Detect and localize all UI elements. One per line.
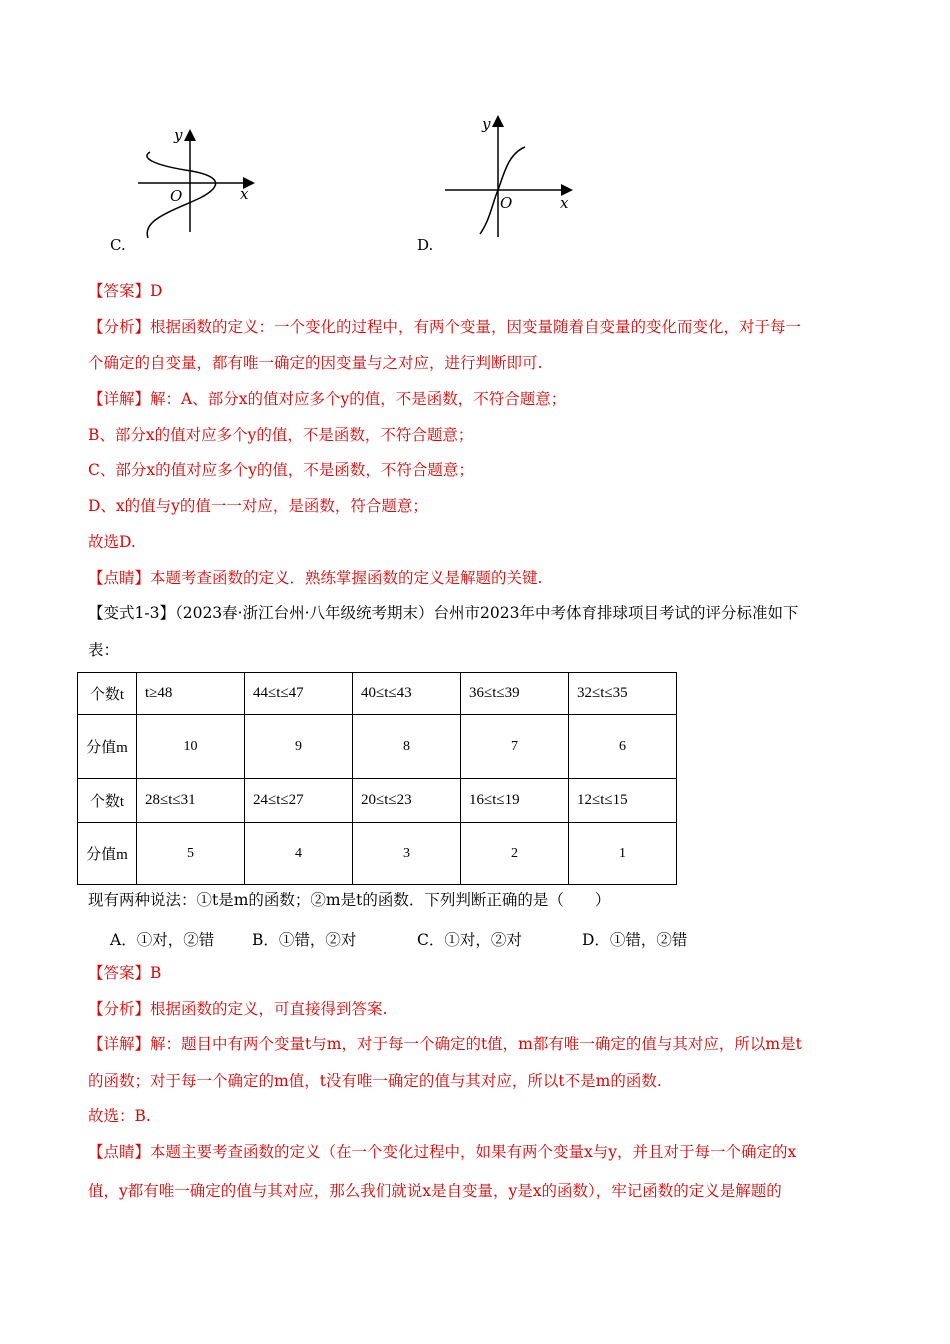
score-cell: 6: [569, 715, 677, 779]
q2-stem: 现有两种说法：①t是m的函数；②m是t的函数．下列判断正确的是（ ）: [88, 891, 611, 909]
score-cell: 3: [353, 823, 461, 885]
range-cell: 44≤t≤47: [245, 673, 353, 715]
q2-option-d: D．①错，②错: [582, 931, 688, 949]
axis-x-label: x: [560, 194, 569, 212]
q1-detail-b: B、部分x的值对应多个y的值，不是函数，不符合题意；: [88, 426, 474, 444]
q1-detail-c: C、部分x的值对应多个y的值，不是函数，不符合题意；: [88, 461, 474, 479]
axis-y-label: y: [482, 115, 491, 133]
range-cell: 12≤t≤15: [569, 779, 677, 823]
q2-title-1: [88, 603, 798, 623]
comment-tag: 【点睛】: [88, 569, 151, 587]
analysis-text: 根据函数的定义：一个变化的过程中，有两个变量，因变量随着自变量的变化而变化，对于每一: [150, 318, 802, 336]
q1-detail-d: D、x的值与y的值一一对应，是函数，符合题意；: [88, 497, 428, 515]
variant-tag: 【变式1-3】: [88, 604, 175, 622]
q1-detail-a: [88, 389, 566, 409]
range-cell: 32≤t≤35: [569, 673, 677, 715]
row-label-score: 分值m: [78, 715, 137, 779]
table-row: [78, 673, 677, 715]
analysis-text: 根据函数的定义，可直接得到答案.: [150, 1000, 388, 1018]
table-row: [78, 779, 677, 823]
axis-x-label: x: [240, 185, 249, 203]
range-cell: 20≤t≤23: [353, 779, 461, 823]
q2-comment-2: 值，y都有唯一确定的值与其对应，那么我们就说x是自变量，y是x的函数），牢记函数的定义是解题的: [88, 1182, 782, 1200]
score-cell: 1: [569, 823, 677, 885]
q1-choose: 故选D.: [88, 533, 136, 551]
row-label-score: 分值m: [78, 823, 137, 885]
graph-d: [440, 112, 580, 242]
range-cell: 36≤t≤39: [461, 673, 569, 715]
range-cell: 16≤t≤19: [461, 779, 569, 823]
q2-option-b: B．①错，②对: [252, 931, 357, 949]
q1-analysis-2: 个确定的自变量，都有唯一确定的因变量与之对应，进行判断即可.: [88, 354, 543, 372]
origin-label: O: [500, 194, 513, 212]
comment-tag: 【点睛】: [88, 1143, 151, 1161]
variant-title: （2023春·浙江台州·八年级统考期末）台州市2023年中考体育排球项目考试的评分标准如下: [174, 604, 799, 622]
comment-text: 本题主要考查函数的定义（在一个变化过程中，如果有两个变量x与y，并且对于每一个确定的x: [150, 1143, 797, 1161]
q2-detail-2: 的函数；对于每一个确定的m值，t没有唯一确定的值与其对应，所以t不是m的函数.: [88, 1072, 662, 1090]
row-label-count: 个数t: [78, 779, 137, 823]
comment-text: 本题考查函数的定义．熟练掌握函数的定义是解题的关键.: [150, 569, 543, 587]
score-cell: 10: [137, 715, 245, 779]
row-label-count: 个数t: [78, 673, 137, 715]
q1-analysis-1: [88, 317, 801, 337]
range-cell: 40≤t≤43: [353, 673, 461, 715]
q2-choose: 故选：B.: [88, 1107, 151, 1125]
q2-answer: 【答案】B: [88, 964, 162, 982]
score-cell: 4: [245, 823, 353, 885]
range-cell: t≥48: [137, 673, 245, 715]
option-c-label: C.: [110, 236, 126, 254]
q2-comment-1: [88, 1142, 796, 1162]
q1-comment: [88, 568, 542, 588]
axis-y-label: y: [174, 126, 183, 144]
q2-detail-1: [88, 1034, 802, 1054]
score-table: [77, 672, 677, 885]
option-d-label: D.: [417, 236, 434, 254]
analysis-tag: 【分析】: [88, 1000, 151, 1018]
table-row: [78, 715, 677, 779]
score-cell: 2: [461, 823, 569, 885]
q2-title-2: 表：: [88, 641, 120, 659]
analysis-tag: 【分析】: [88, 318, 151, 336]
score-cell: 7: [461, 715, 569, 779]
detail-text: 解：题目中有两个变量t与m，对于每一个确定的t值，m都有唯一确定的值与其对应，所以m是t: [150, 1035, 802, 1053]
detail-text: 解：A、部分x的值对应多个y的值，不是函数，不符合题意；: [150, 390, 567, 408]
detail-tag: 【详解】: [88, 390, 151, 408]
q2-analysis: [88, 999, 387, 1019]
q2-option-c: C．①对，②对: [417, 931, 522, 949]
range-cell: 24≤t≤27: [245, 779, 353, 823]
score-cell: 5: [137, 823, 245, 885]
range-cell: 28≤t≤31: [137, 779, 245, 823]
graph-c: [130, 120, 260, 245]
score-cell: 8: [353, 715, 461, 779]
origin-label: O: [170, 187, 183, 205]
score-cell: 9: [245, 715, 353, 779]
q1-answer: 【答案】D: [88, 282, 163, 300]
table-row: [78, 823, 677, 885]
q2-option-a: A．①对，②错: [110, 931, 215, 949]
detail-tag: 【详解】: [88, 1035, 151, 1053]
